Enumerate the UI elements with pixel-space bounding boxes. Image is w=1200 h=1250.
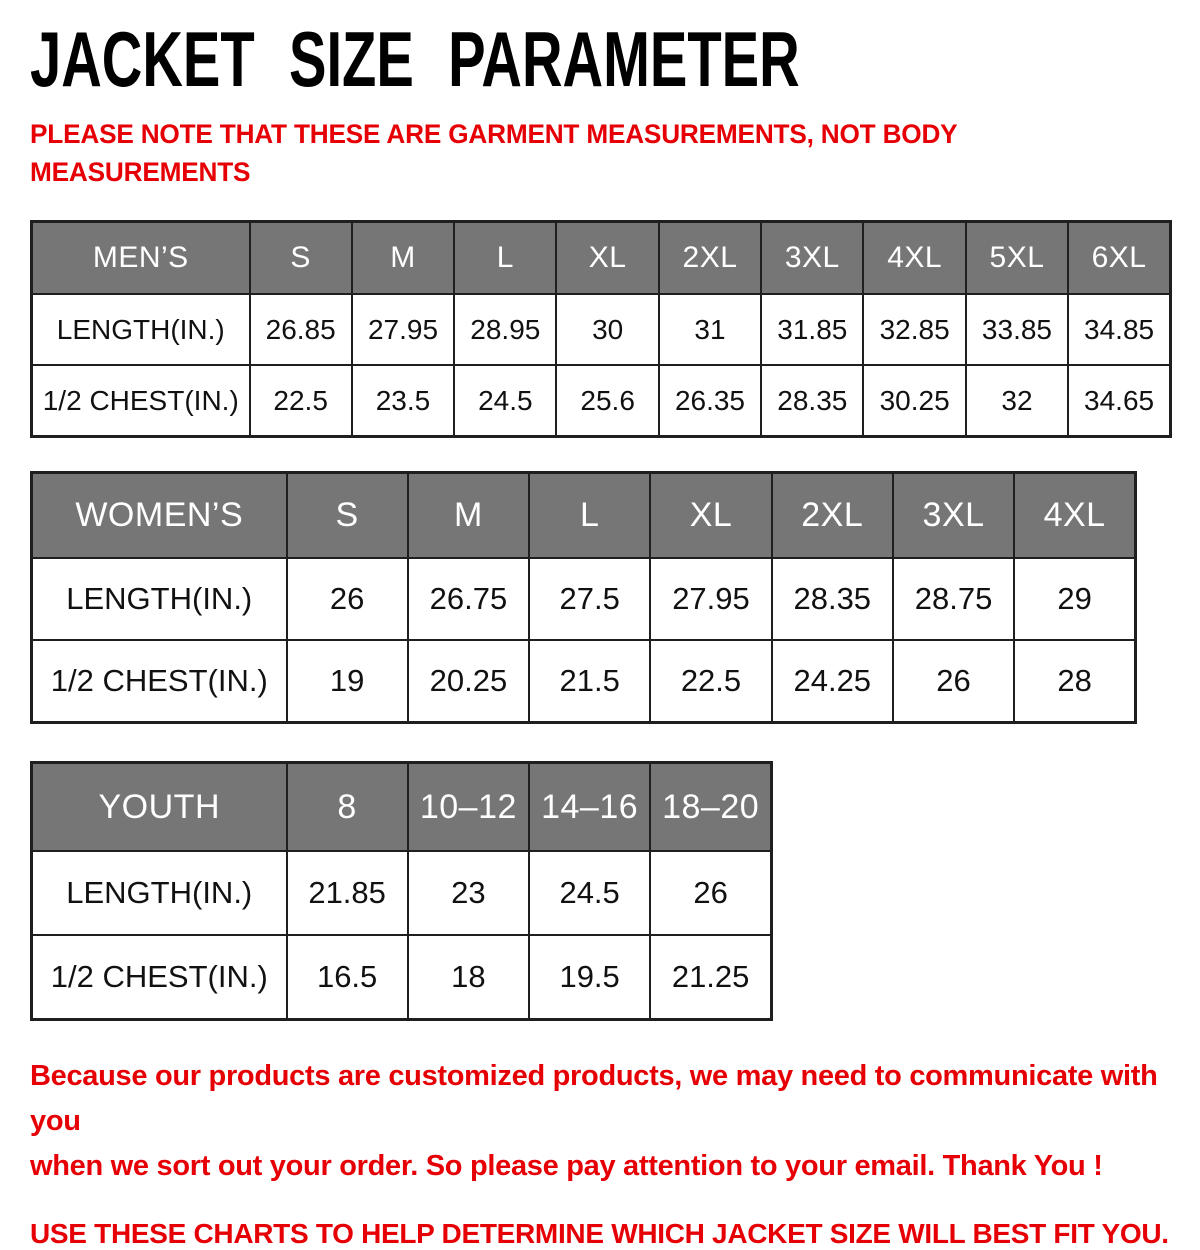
measurement-value: 32.85: [863, 294, 965, 365]
measurement-value: 23.5: [352, 365, 454, 436]
measurement-value: 27.95: [650, 558, 771, 640]
measurement-value: 19: [287, 640, 408, 722]
measurement-value: 22.5: [250, 365, 352, 436]
size-column-header: M: [408, 472, 529, 558]
measurement-value: 16.5: [287, 935, 408, 1019]
womens-size-table: [30, 471, 1137, 724]
chart-usage-instruction: USE THESE CHARTS TO HELP DETERMINE WHICH JACKET SIZE WILL BEST FIT YOU.: [30, 1217, 1169, 1249]
measurement-label: LENGTH(IN.): [32, 851, 287, 935]
measurement-row: [32, 558, 1136, 640]
measurement-value: 24.5: [529, 851, 650, 935]
measurement-value: 28.35: [772, 558, 893, 640]
measurement-value: 26.85: [250, 294, 352, 365]
measurement-value: 27.95: [352, 294, 454, 365]
measurement-value: 30: [556, 294, 658, 365]
size-column-header: 4XL: [863, 221, 965, 294]
measurement-row: [32, 365, 1171, 436]
garment-measurement-note: [30, 116, 961, 192]
custom-order-notice-line-2: when we sort out your order. So please pay attention to your email. Thank You !: [30, 1149, 1103, 1182]
measurement-value: 26.75: [408, 558, 529, 640]
measurement-value: 19.5: [529, 935, 650, 1019]
measurement-value: 34.65: [1068, 365, 1170, 436]
size-column-header: 18–20: [650, 762, 771, 851]
womens-size-table-container: [30, 471, 1172, 724]
measurement-label: LENGTH(IN.): [32, 294, 250, 365]
measurement-value: 24.25: [772, 640, 893, 722]
custom-order-notice: [30, 1054, 1195, 1189]
measurement-value: 31: [659, 294, 761, 365]
womens-group-label: WOMEN’S: [32, 472, 287, 558]
measurement-label: 1/2 CHEST(IN.): [32, 935, 287, 1019]
custom-order-notice-line-1: Because our products are customized products, we may need to communicate with you: [30, 1059, 1158, 1137]
measurement-value: 29: [1014, 558, 1135, 640]
mens-group-label: MEN’S: [32, 221, 250, 294]
size-column-header: 4XL: [1014, 472, 1135, 558]
measurement-value: 34.85: [1068, 294, 1170, 365]
measurement-value: 31.85: [761, 294, 863, 365]
size-column-header: 8: [287, 762, 408, 851]
size-column-header: 14–16: [529, 762, 650, 851]
size-column-header: XL: [650, 472, 771, 558]
measurement-value: 23: [408, 851, 529, 935]
measurement-row: [32, 935, 772, 1019]
size-column-header: 3XL: [893, 472, 1014, 558]
measurement-row: [32, 294, 1171, 365]
measurement-value: 21.25: [650, 935, 771, 1019]
measurement-value: 25.6: [556, 365, 658, 436]
measurement-value: 26: [650, 851, 771, 935]
size-column-header: 3XL: [761, 221, 863, 294]
measurement-value: 32: [966, 365, 1068, 436]
measurement-label: 1/2 CHEST(IN.): [32, 365, 250, 436]
measurement-value: 28.95: [454, 294, 556, 365]
measurement-value: 21.85: [287, 851, 408, 935]
measurement-value: 26: [893, 640, 1014, 722]
note-line-1: PLEASE NOTE THAT THESE ARE GARMENT MEASUREMENTS, NOT BODY: [30, 119, 958, 150]
measurement-row: [32, 851, 772, 935]
measurement-value: 27.5: [529, 558, 650, 640]
mens-size-table: [30, 220, 1172, 438]
womens-header-row: [32, 472, 1136, 558]
measurement-value: 28.75: [893, 558, 1014, 640]
measurement-value: 26.35: [659, 365, 761, 436]
mens-header-row: [32, 221, 1171, 294]
page-title: JACKET SIZE PARAMETER: [30, 15, 800, 103]
measurement-value: 20.25: [408, 640, 529, 722]
size-column-header: 2XL: [772, 472, 893, 558]
youth-group-label: YOUTH: [32, 762, 287, 851]
youth-size-table-container: [30, 761, 1172, 1021]
size-column-header: 10–12: [408, 762, 529, 851]
measurement-row: [32, 640, 1136, 722]
size-column-header: L: [529, 472, 650, 558]
size-column-header: 5XL: [966, 221, 1068, 294]
size-column-header: 6XL: [1068, 221, 1170, 294]
size-column-header: M: [352, 221, 454, 294]
size-column-header: S: [287, 472, 408, 558]
measurement-value: 30.25: [863, 365, 965, 436]
size-column-header: L: [454, 221, 556, 294]
measurement-value: 28: [1014, 640, 1135, 722]
mens-size-table-container: [30, 220, 1172, 438]
note-line-2: MEASUREMENTS: [30, 157, 251, 188]
youth-size-table: [30, 761, 773, 1021]
measurement-label: LENGTH(IN.): [32, 558, 287, 640]
measurement-value: 33.85: [966, 294, 1068, 365]
measurement-value: 24.5: [454, 365, 556, 436]
measurement-value: 21.5: [529, 640, 650, 722]
measurement-value: 28.35: [761, 365, 863, 436]
measurement-value: 26: [287, 558, 408, 640]
size-column-header: 2XL: [659, 221, 761, 294]
measurement-value: 22.5: [650, 640, 771, 722]
size-column-header: S: [250, 221, 352, 294]
measurement-value: 18: [408, 935, 529, 1019]
measurement-label: 1/2 CHEST(IN.): [32, 640, 287, 722]
size-column-header: XL: [556, 221, 658, 294]
youth-header-row: [32, 762, 772, 851]
